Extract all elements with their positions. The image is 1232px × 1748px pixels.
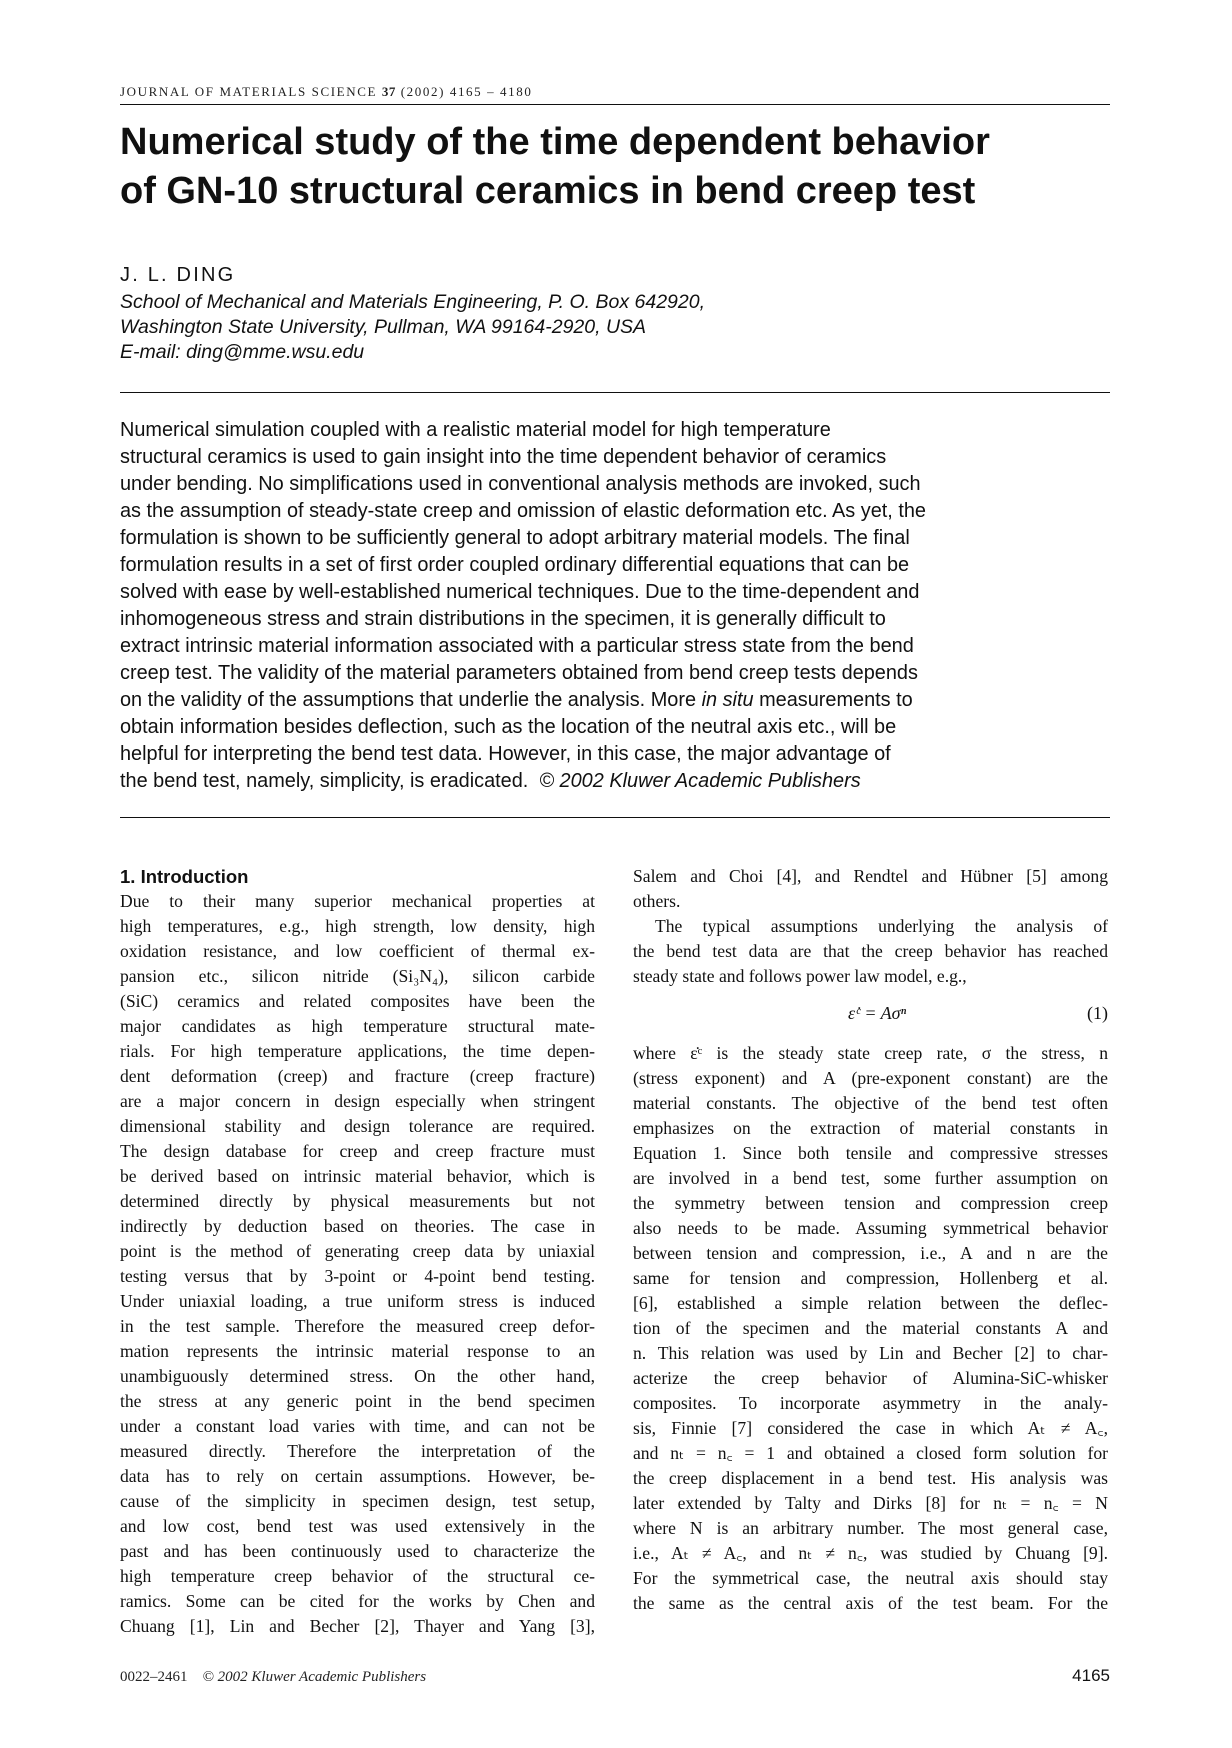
body-line: others.: [633, 891, 681, 911]
body-line: Chuang [1], Lin and Becher [2], Thayer and Yang [3],: [120, 1616, 595, 1636]
affiliation-line-1: School of Mechanical and Materials Engineering, P. O. Box 642920,: [120, 291, 705, 313]
body-line: under a constant load varies with time, and can not be: [120, 1416, 595, 1436]
paper-title: [120, 118, 1120, 216]
body-line: cause of the simplicity in specimen design, test setup,: [120, 1491, 595, 1511]
equation-number: (1): [1087, 1003, 1108, 1023]
body-line: emphasizes on the extraction of material constants in: [633, 1118, 1108, 1138]
body-line: testing versus that by 3-point or 4-point bend testing.: [120, 1266, 595, 1286]
body-line: major candidates as high temperature structural mate-: [120, 1016, 595, 1036]
abstract-italic: in situ: [701, 689, 754, 711]
body-line: past and has been continuously used to characterize the: [120, 1541, 595, 1561]
body-line: determined directly by physical measurements but not: [120, 1191, 595, 1211]
abstract-line: creep test. The validity of the material parameters obtained from bend creep tests depends: [120, 662, 918, 684]
body-line: high temperature creep behavior of the structural ce-: [120, 1566, 595, 1586]
body-line: the same as the central axis of the test beam. For the: [633, 1593, 1108, 1613]
abstract-line: formulation is shown to be sufficiently general to adopt arbitrary material models. The final: [120, 527, 910, 549]
abstract-line: solved with ease by well-established numerical techniques. Due to the time-dependent and: [120, 581, 920, 603]
abstract-line: formulation results in a set of first order coupled ordinary differential equations that can be: [120, 554, 910, 576]
body-line: are involved in a bend test, some further assumption on: [633, 1168, 1108, 1188]
abstract-line: inhomogeneous stress and strain distributions in the specimen, it is generally difficult to: [120, 608, 886, 630]
abstract-line: under bending. No simplifications used in conventional analysis methods are invoked, such: [120, 473, 921, 495]
body-line: Equation 1. Since both tensile and compressive stresses: [633, 1143, 1108, 1163]
body-line: point is the method of generating creep data by uniaxial: [120, 1241, 595, 1261]
footer-issn: 0022–2461: [120, 1669, 188, 1685]
body-line: data has to rely on certain assumptions. However, be-: [120, 1466, 595, 1486]
abstract-line: [120, 687, 1110, 714]
abstract-text: on the validity of the assumptions that underlie the analysis. More: [120, 689, 702, 711]
footer-copyright: © 2002 Kluwer Academic Publishers: [202, 1669, 427, 1685]
right-column: [633, 864, 1108, 1616]
body-line: between tension and compression, i.e., A and n are the: [633, 1243, 1108, 1263]
header-rule: [120, 104, 1110, 105]
body-line: same for tension and compression, Hollenberg et al.: [633, 1268, 1108, 1288]
body-line: tion of the specimen and the material constants A and: [633, 1318, 1108, 1338]
equation-row: [633, 989, 1108, 1041]
body-line: where N is an arbitrary number. The most general case,: [633, 1518, 1108, 1538]
body-line: and nₜ = n꜀ = 1 and obtained a closed form solution for: [633, 1443, 1108, 1463]
abstract-rule-top: [120, 392, 1110, 393]
body-line: dent deformation (creep) and fracture (creep fracture): [120, 1066, 595, 1086]
body-line: composites. To incorporate asymmetry in the analy-: [633, 1393, 1108, 1413]
body-line: i.e., Aₜ ≠ A꜀, and nₜ ≠ n꜀, was studied by Chuang [9].: [633, 1543, 1108, 1563]
abstract-line: as the assumption of steady-state creep and omission of elastic deformation etc. As yet, the: [120, 500, 926, 522]
page-number: 4165: [1072, 1666, 1110, 1685]
body-line: the bend test data are that the creep behavior has reached: [633, 941, 1108, 961]
abstract-line: extract intrinsic material information associated with a particular stress state from the bend: [120, 635, 914, 657]
journal-year-pages: (2002) 4165 – 4180: [400, 84, 533, 99]
body-line: be derived based on intrinsic material behavior, which is: [120, 1166, 595, 1186]
body-line: measured directly. Therefore the interpretation of the: [120, 1441, 595, 1461]
body-line: acterize the creep behavior of Alumina-SiC-whisker: [633, 1368, 1108, 1388]
abstract-text: measurements to: [753, 689, 913, 711]
journal-name: JOURNAL OF MATERIALS SCIENCE: [120, 84, 378, 99]
journal-volume: 37: [381, 84, 396, 99]
abstract-line: Numerical simulation coupled with a realistic material model for high temperature: [120, 419, 831, 441]
creep-equation: ε̇ᶜ = Aσⁿ: [848, 1003, 907, 1023]
title-line-2: of GN-10 structural ceramics in bend creep test: [120, 170, 976, 212]
footer-left: [120, 1669, 426, 1686]
abstract-line: obtain information besides deflection, such as the location of the neutral axis etc., will be: [120, 716, 897, 738]
body-line: material constants. The objective of the bend test often: [633, 1093, 1108, 1113]
body-line: Due to their many superior mechanical properties at: [120, 891, 595, 911]
body-line: pansion etc., silicon nitride (Si₃N₄), silicon carbide: [120, 966, 595, 986]
body-line: indirectly by deduction based on theories. The case in: [120, 1216, 595, 1236]
abstract-line: structural ceramics is used to gain insight into the time dependent behavior of ceramics: [120, 446, 887, 468]
body-line: the symmetry between tension and compression creep: [633, 1193, 1108, 1213]
abstract: [120, 417, 1110, 795]
body-line: (stress exponent) and A (pre-exponent constant) are the: [633, 1068, 1108, 1088]
abstract-text: the bend test, namely, simplicity, is eradicated.: [120, 770, 529, 792]
body-line: high temperatures, e.g., high strength, low density, high: [120, 916, 595, 936]
body-line: sis, Finnie [7] considered the case in which Aₜ ≠ A꜀,: [633, 1418, 1108, 1438]
body-line: [6], established a simple relation between the deflec-: [633, 1293, 1108, 1313]
body-line: dimensional stability and design tolerance are required.: [120, 1116, 595, 1136]
author-name: J. L. DING: [120, 264, 236, 286]
body-line: The design database for creep and creep fracture must: [120, 1141, 595, 1161]
body-line: oxidation resistance, and low coefficient of thermal ex-: [120, 941, 595, 961]
body-line: unambiguously determined stress. On the other hand,: [120, 1366, 595, 1386]
left-column: [120, 864, 595, 1639]
body-line: and low cost, bend test was used extensively in the: [120, 1516, 595, 1536]
author-affiliation: [120, 290, 1020, 365]
body-line: The typical assumptions underlying the analysis of: [655, 916, 1108, 936]
abstract-line: helpful for interpreting the bend test data. However, in this case, the major advantage of: [120, 743, 891, 765]
body-line: also needs to be made. Assuming symmetrical behavior: [633, 1218, 1108, 1238]
abstract-line: [120, 768, 1110, 795]
body-line: (SiC) ceramics and related composites have been the: [120, 991, 595, 1011]
body-line: For the symmetrical case, the neutral axis should stay: [633, 1568, 1108, 1588]
author-email: E-mail: ding@mme.wsu.edu: [120, 341, 365, 363]
section-heading: 1. Introduction: [120, 866, 249, 887]
body-line: mation represents the intrinsic material response to an: [120, 1341, 595, 1361]
body-line: the creep displacement in a bend test. His analysis was: [633, 1468, 1108, 1488]
body-line: Salem and Choi [4], and Rendtel and Hübner [5] among: [633, 866, 1108, 886]
body-line: steady state and follows power law model, e.g.,: [633, 966, 967, 986]
body-line: are a major concern in design especially when stringent: [120, 1091, 595, 1111]
body-line: Under uniaxial loading, a true uniform stress is induced: [120, 1291, 595, 1311]
body-line: where ε̇ᶜ is the steady state creep rate, σ the stress, n: [633, 1043, 1108, 1063]
body-line: later extended by Talty and Dirks [8] for nₜ = n꜀ = N: [633, 1493, 1108, 1513]
body-line: in the test sample. Therefore the measured creep defor-: [120, 1316, 595, 1336]
journal-header: [120, 84, 532, 100]
body-line: ramics. Some can be cited for the works by Chen and: [120, 1591, 595, 1611]
body-line: n. This relation was used by Lin and Becher [2] to char-: [633, 1343, 1108, 1363]
body-line: the stress at any generic point in the bend specimen: [120, 1391, 595, 1411]
affiliation-line-2: Washington State University, Pullman, WA 99164-2920, USA: [120, 316, 647, 338]
body-line: rials. For high temperature applications, the time depen-: [120, 1041, 595, 1061]
abstract-rule-bottom: [120, 817, 1110, 818]
abstract-copyright: © 2002 Kluwer Academic Publishers: [539, 770, 861, 792]
title-line-1: Numerical study of the time dependent behavior: [120, 121, 990, 163]
